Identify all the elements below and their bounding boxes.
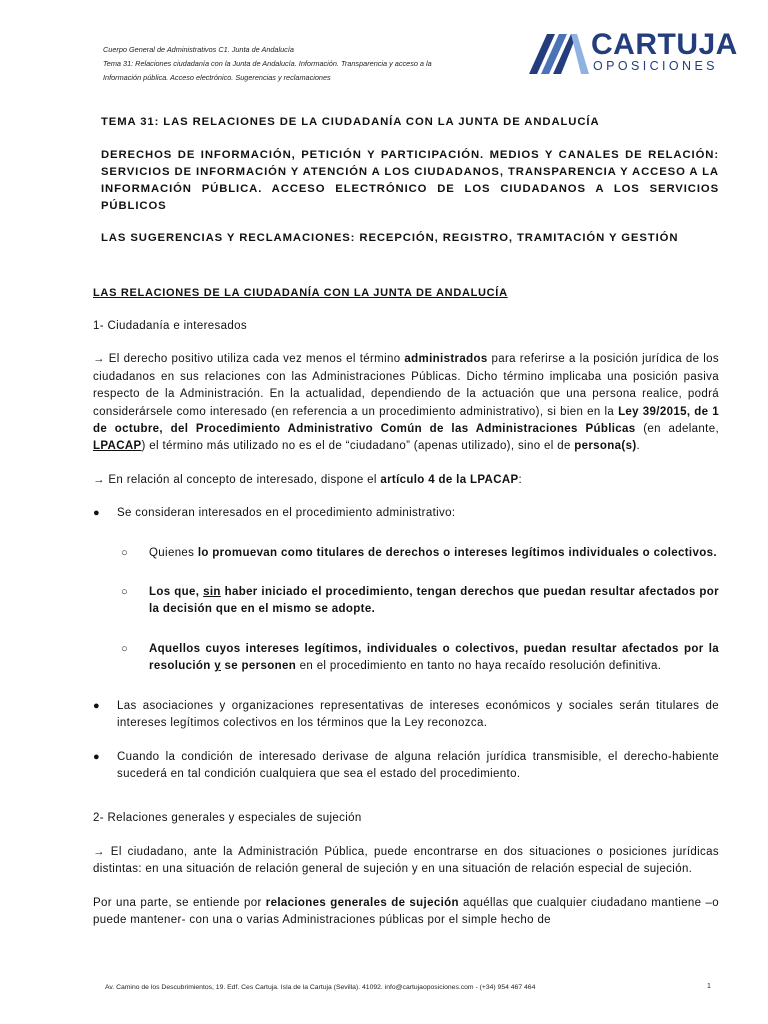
header-line-1: Cuerpo General de Administrativos C1. Junta de Andalucía [103, 45, 294, 54]
section-2-heading: 2- Relaciones generales y especiales de sujeción [93, 812, 362, 825]
text-run-bold-underline: y [214, 660, 221, 673]
bullet-icon: ● [93, 750, 100, 763]
header-line-3: Información pública. Acceso electrónico. Sugerencias y reclamaciones [103, 73, 331, 82]
circle-bullet-icon: ○ [121, 546, 128, 559]
logo-wordmark: CARTUJA [591, 28, 738, 61]
list-item [93, 505, 719, 522]
text-run: : [518, 473, 523, 486]
sub-list-item [93, 641, 719, 676]
bullet-icon: ● [93, 507, 100, 520]
logo-subtitle: OPOSICIONES [593, 59, 718, 73]
text-run: aquéllas que cualquier ciudadano mantiene –o puede mantener- con una o varias Administraciones públicas por el simple hecho de [93, 896, 720, 926]
text-run: Quienes [149, 546, 198, 559]
list-item-text: Cuando la condición de interesado derivase de alguna relación jurídica transmisible, el derecho-habiente sucederá en tal condición cualquiera que sea el estado del procedimiento. [117, 750, 719, 780]
text-run: → El derecho positivo utiliza cada vez menos el término [93, 353, 405, 366]
text-run-bold-underline: sin [203, 586, 221, 599]
text-run-bold: haber iniciado el procedimiento, tengan derechos que puedan resultar afectados por la decisión que en el mismo se adopte. [149, 586, 719, 616]
footer-address: Av. Camino de los Descubrimientos, 19. Edf. Ces Cartuja. Isla de la Cartuja (Sevilla). 41092. info@cartujaoposiciones.com - (+34) 954 467 464 [105, 984, 536, 991]
circle-bullet-icon: ○ [121, 586, 128, 599]
page-number: 1 [707, 983, 711, 990]
list-item [93, 698, 719, 733]
section-1-heading: 1- Ciudadanía e interesados [93, 320, 247, 332]
text-run-bold: artículo 4 de la LPACAP [380, 473, 519, 486]
text-run: ) el término más utilizado no es el de “ciudadano” (apenas utilizado), sino el de [141, 440, 575, 453]
list-item [93, 749, 719, 784]
bullet-icon: ● [93, 699, 100, 712]
cartuja-logo [527, 28, 738, 76]
text-run-bold: Los que, [149, 586, 204, 599]
text-run: en el procedimiento en tanto no haya recaído resolución definitiva. [296, 660, 662, 673]
text-run-bold: lo promuevan como titulares de derechos o intereses legítimos individuales o colectivos. [197, 546, 717, 559]
sub-list-item [93, 545, 719, 562]
text-run: Por una parte, se entiende por [93, 896, 266, 909]
text-run: para referirse a la posición jurídica de los ciudadanos en sus relaciones con las Administraciones Públicas. Dicho término implicaba una posición pasiva respecto de la Administración. En la actualidad, dependiendo de la actuación que una persona realice, podrá considerársele como interesado (en referencia a un procedimiento administrativo), si bien en la [93, 353, 720, 418]
text-run: (en adelante, [635, 423, 719, 436]
text-run-bold: Ley 39/2015, de 1 de octubre, del Procedimiento Administrativo Común de las Administraciones Públicas [93, 405, 720, 436]
section-title: LAS RELACIONES DE LA CIUDADANÍA CON LA JUNTA DE ANDALUCÍA [93, 287, 508, 299]
topic-subtitle: DERECHOS DE INFORMACIÓN, PETICIÓN Y PARTICIPACIÓN. MEDIOS Y CANALES DE RELACIÓN: SERVICIOS DE INFORMACIÓN Y ATENCIÓN A LOS CIUDADANOS, TRANSPARENCIA Y ACCESO A LA INFORMACIÓN PÚBLICA. ACCESO ELECTRÓNICO DE LOS CIUDADANOS A LOS SERVICIOS PÚBLICOS [101, 149, 719, 212]
document-body [93, 114, 719, 929]
header-line-2: Tema 31: Relaciones ciudadanía con la Junta de Andalucía. Información. Transparencia y acceso a la [103, 59, 432, 68]
list-item-text: Se consideran interesados en el procedimiento administrativo: [117, 507, 456, 520]
topic-title: TEMA 31: LAS RELACIONES DE LA CIUDADANÍA CON LA JUNTA DE ANDALUCÍA [101, 116, 600, 128]
text-run-bold: Aquellos cuyos intereses legítimos, individuales o colectivos, puedan resultar afectados por la resolución [149, 642, 719, 673]
section-1-paragraph-1 [93, 351, 719, 455]
list-item-text: Las asociaciones y organizaciones representativas de intereses económicos y sociales serán titulares de intereses legítimos colectivos en los términos que la Ley reconozca. [117, 699, 719, 730]
text-run-bold: administrados [404, 353, 488, 366]
header-info [103, 43, 503, 85]
circle-bullet-icon: ○ [121, 642, 128, 655]
section-2-paragraph-2 [93, 895, 719, 930]
text-run: . [636, 440, 641, 453]
text-run-bold: persona(s) [574, 440, 637, 453]
section-2-paragraph-1: → El ciudadano, ante la Administración Pública, puede encontrarse en dos situaciones o posiciones jurídicas distintas: en una situación de relación general de sujeción y en una situación de relación especial de sujeción. [93, 845, 719, 876]
text-run-bold-underline: LPACAP [93, 440, 142, 453]
sub-list-item [93, 584, 719, 619]
section-1-paragraph-2 [93, 472, 719, 489]
topic-subtitle-2: LAS SUGERENCIAS Y RECLAMACIONES: RECEPCIÓN, REGISTRO, TRAMITACIÓN Y GESTIÓN [101, 232, 679, 244]
text-run-bold: se personen [220, 660, 297, 673]
cartuja-logo-icon [527, 28, 591, 76]
text-run: → En relación al concepto de interesado, dispone el [93, 473, 381, 486]
text-run-bold: relaciones generales de sujeción [265, 896, 459, 909]
